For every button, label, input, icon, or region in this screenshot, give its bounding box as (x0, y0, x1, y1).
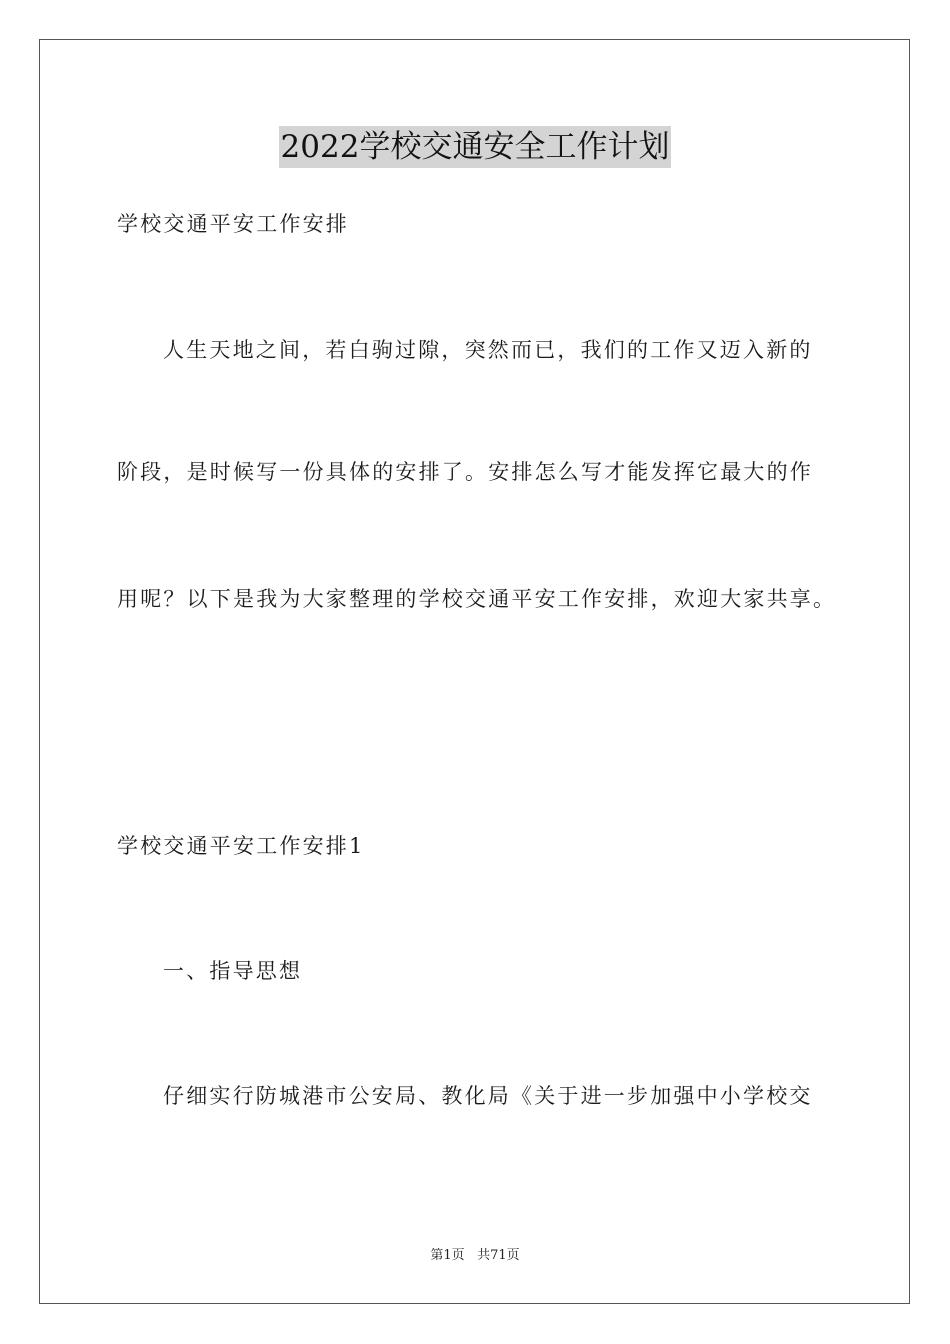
subtitle-line: 学校交通平安工作安排 (117, 212, 349, 236)
page-number: 第1页 (430, 1248, 465, 1263)
paragraph-line: 人生天地之间，若白驹过隙，突然而已，我们的工作又迈入新的 (163, 338, 813, 362)
paragraph-line: 阶段，是时候写一份具体的安排了。安排怎么写才能发挥它最大的作 (117, 460, 813, 484)
paragraph-line: 仔细实行防城港市公安局、教化局《关于进一步加强中小学校交 (163, 1084, 813, 1108)
section-heading: 学校交通平安工作安排1 (117, 834, 365, 858)
document-title: 2022学校交通安全工作计划 (279, 126, 672, 168)
paragraph-line: 用呢？以下是我为大家整理的学校交通平安工作安排，欢迎大家共享。 (117, 587, 837, 611)
title-container (0, 126, 950, 168)
page-footer (0, 1247, 950, 1265)
page-total: 共71页 (477, 1248, 520, 1263)
subsection-heading: 一、指导思想 (163, 959, 303, 983)
